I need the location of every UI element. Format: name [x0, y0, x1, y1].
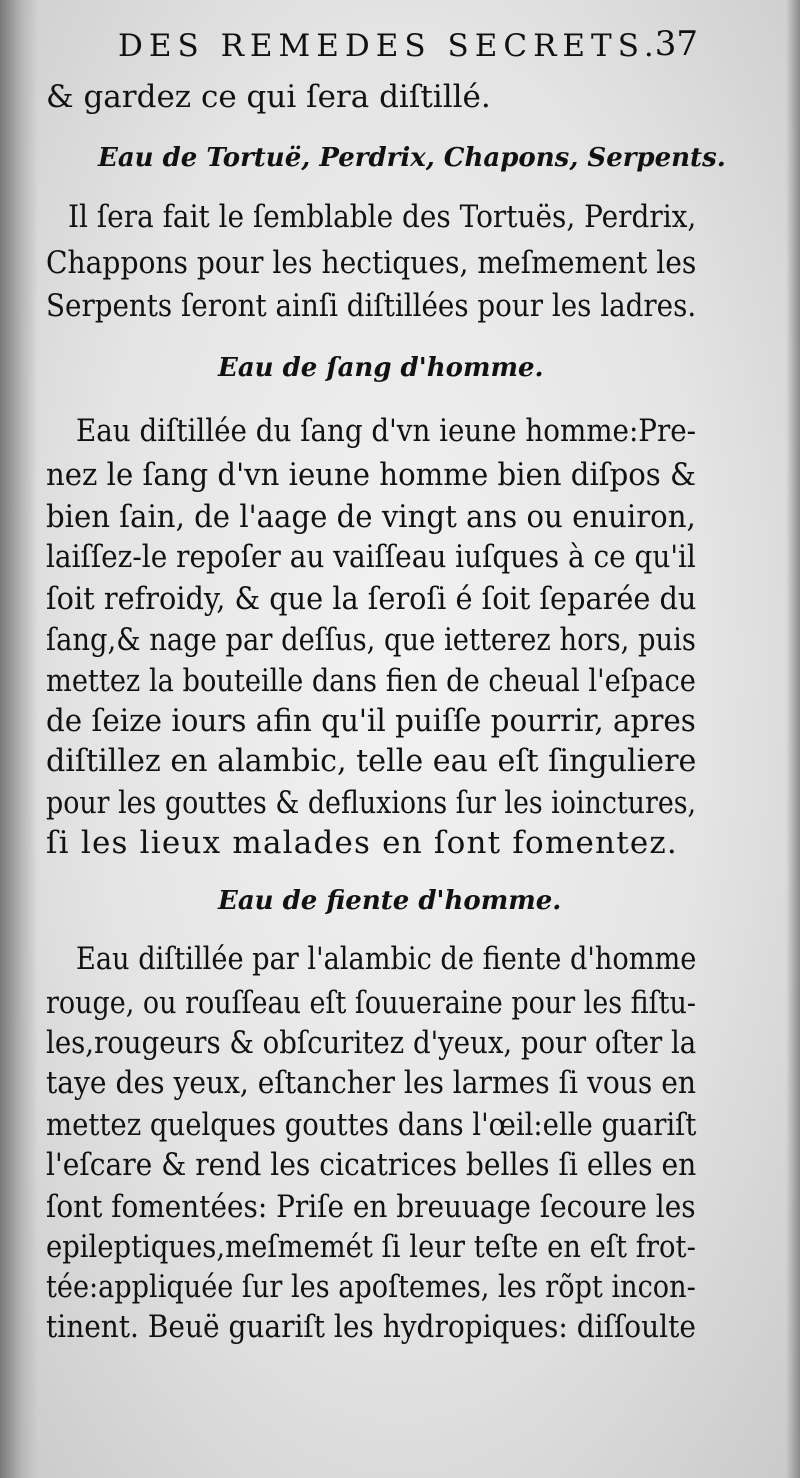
page-number: 37	[654, 24, 698, 64]
running-title: DES REMEDES SECRETS.	[118, 28, 660, 64]
text-line: pour les gouttes & defluxions ſur les ioinctures,	[46, 785, 697, 821]
text-line: Chappons pour les hectiques, meſmement les	[46, 245, 697, 281]
text-line: mettez la bouteille dans fien de cheual l'eſpace	[46, 663, 696, 699]
text-line: ſang,& nage par deſſus, que ietterez hors, puis	[46, 622, 696, 658]
text-line: & gardez ce qui ſera diſtillé.	[46, 79, 491, 115]
section-heading: Eau de ſang d'homme.	[218, 353, 544, 383]
page-edge-shadow	[786, 0, 800, 1478]
text-line: les,rougeurs & obſcuritez d'yeux, pour oſter la	[46, 1025, 697, 1061]
text-line: epileptiques,meſmemét ſi leur teſte en eſt frot-	[46, 1229, 696, 1265]
text-line: Il ſera fait le ſemblable des Tortuës, Perdrix,	[68, 199, 697, 235]
page-gutter-shadow	[0, 0, 38, 1478]
text-line: ſi les lieux malades en ſont fomentez.	[46, 825, 678, 861]
text-line: ſoit refroidy, & que la ſeroſi é ſoit ſeparée du	[46, 581, 697, 617]
text-line: nez le ſang d'vn ieune homme bien diſpos &	[46, 457, 696, 493]
text-line: Serpents ſeront ainſi diſtillées pour les ladres.	[46, 288, 697, 324]
section-heading: Eau de Tortuë, Perdrix, Chapons, Serpents.	[98, 143, 726, 173]
text-line: diſtillez en alambic, telle eau eſt ſinguliere	[46, 743, 697, 779]
text-line: Eau diſtillée par l'alambic de fiente d'homme	[76, 941, 697, 977]
text-line: bien ſain, de l'aage de vingt ans ou enuiron,	[46, 499, 696, 535]
text-line: rouge, ou rouſſeau eſt ſouueraine pour les fiſtu-	[46, 985, 696, 1021]
text-line: Eau diſtillée du ſang d'vn ieune homme:Pre-	[76, 413, 697, 449]
section-heading: Eau de fiente d'homme.	[218, 886, 562, 916]
text-line: l'eſcare & rend les cicatrices belles ſi elles en	[46, 1147, 697, 1183]
text-line: ſont fomentées: Priſe en breuuage ſecoure les	[46, 1189, 696, 1225]
text-line: tinent. Beuë guariſt les hydropiques: diſſoulte	[46, 1309, 696, 1345]
text-line: mettez quelques gouttes dans l'œil:elle guariſt	[46, 1107, 697, 1143]
text-line: taye des yeux, eſtancher les larmes ſi vous en	[46, 1065, 696, 1101]
text-line: de ſeize iours afin qu'il puiſſe pourrir, apres	[46, 703, 696, 739]
page-header	[118, 24, 698, 68]
text-line: laiſſez-le repoſer au vaiſſeau iuſques à ce qu'il	[46, 539, 696, 575]
text-line: tée:appliquée ſur les apoſtemes, les rõpt incon-	[46, 1269, 696, 1305]
